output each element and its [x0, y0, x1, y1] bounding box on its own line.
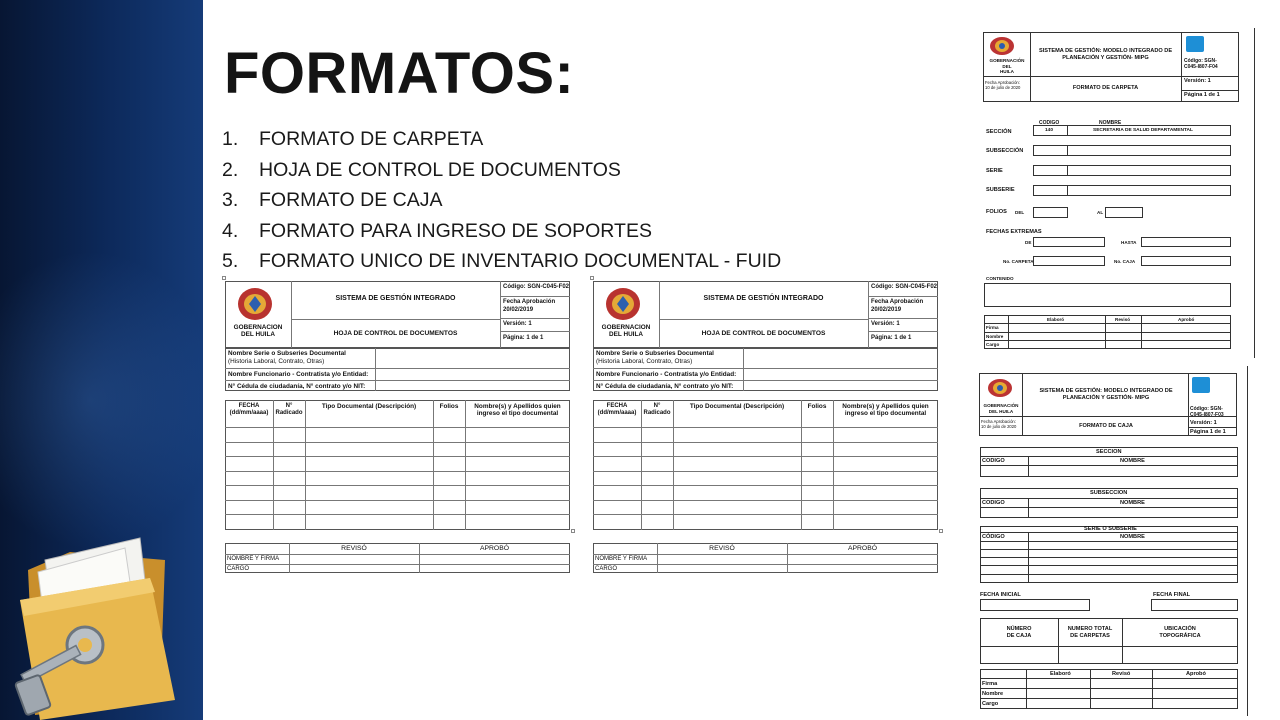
nombre-row-label: Nombre [986, 334, 1004, 339]
folios-al-label: AL [1097, 210, 1104, 215]
column-fecha: FECHA (dd/mm/aaaa) [597, 403, 637, 416]
de-label: DE [1025, 240, 1032, 245]
panel-glow [0, 250, 203, 550]
form-name: FORMATO DE CARPETA [1072, 85, 1139, 91]
gov-label: GOBERNACIÓN DEL HUILA [989, 58, 1025, 74]
seccion-code: 140 [1045, 128, 1054, 133]
column-radicado: N° Radicado [275, 403, 303, 416]
control-form-left [225, 281, 575, 581]
form-code: Código: SGN- C045-I807-F03 [1190, 406, 1224, 418]
column-folios: Folios [439, 403, 459, 410]
fecha-inicial-label: FECHA INICIAL [980, 592, 1021, 598]
list-item [222, 246, 781, 277]
column-tipo-documental: Tipo Documental (Descripción) [689, 403, 785, 410]
field-serie-label: Nombre Serie o Subseries Documental [228, 350, 346, 357]
nombre-header: NOMBRE [1099, 120, 1122, 126]
fechas-extremas-label: FECHAS EXTREMAS [986, 229, 1042, 235]
serie-label: SERIE [986, 168, 1003, 174]
list-item [222, 185, 781, 216]
column-tipo-documental: Tipo Documental (Descripción) [321, 403, 417, 410]
reviso-header: Revisó [1115, 317, 1131, 322]
codigo-header: CODIGO [982, 500, 1005, 506]
seccion-name: SECRETARIA DE SALUD DEPARTAMENTAL [1093, 128, 1193, 133]
crest-icon [235, 286, 275, 322]
field-serie-label: Nombre Serie o Subseries Documental [596, 350, 714, 357]
nombre-header: NOMBRE [1120, 500, 1145, 506]
form-name: FORMATO DE CAJA [1079, 423, 1133, 429]
firma-row-label: Firma [982, 681, 998, 687]
caja-form [970, 366, 1250, 716]
column-folios: Folios [807, 403, 827, 410]
aprobo-header: APROBÓ [847, 545, 878, 552]
system-name: SISTEMA DE GESTIÓN: MODELO INTEGRADO DE PLANEACIÓN Y GESTIÓN- MIPG [1039, 388, 1173, 401]
nombre-row-label: Nombre [982, 691, 1004, 697]
approval-label: Fecha Aprobación [503, 299, 556, 305]
form-version: Versión: 1 [1190, 420, 1217, 426]
reviso-header: Revisó [1112, 671, 1131, 677]
list-item-number: 4. [222, 219, 239, 242]
gov-label: GOBERNACIÓN DEL HUILA [983, 403, 1019, 414]
list-item [222, 216, 781, 247]
system-name: SISTEMA DE GESTIÓN: MODELO INTEGRADO DE PLANEACIÓN Y GESTIÓN- MIPG [1038, 48, 1173, 61]
form-page: Página: 1 de 1 [503, 335, 544, 341]
serie-header: SERIE O SUBSERIE [1084, 526, 1137, 532]
elaboro-header: Elaboró [1050, 671, 1071, 677]
column-fecha: FECHA (dd/mm/aaaa) [229, 403, 269, 416]
approval-date: Fecha Aprobación: 10 de julio de 2020 [985, 80, 1021, 91]
nombre-firma-label: NOMBRE Y FIRMA [595, 556, 648, 562]
list-item-label: FORMATO DE CARPETA [259, 128, 484, 150]
cargo-row-label: Cargo [982, 701, 999, 707]
form-page: Página: 1 de 1 [871, 335, 912, 341]
form-page: Página 1 de 1 [1190, 429, 1226, 435]
aprobo-header: Aprobó [1178, 317, 1195, 322]
codigo-header: CODIGO [1039, 120, 1060, 126]
nombre-header: NOMBRE [1120, 458, 1145, 464]
codigo-header: CÓDIGO [982, 534, 1005, 540]
subserie-label: SUBSERIE [986, 187, 1015, 193]
aprobo-header: APROBÓ [479, 545, 510, 552]
firma-row-label: Firma [986, 325, 999, 330]
form-version: Versión: 1 [871, 321, 900, 327]
gov-label: GOBERNACION DEL HUILA [601, 324, 651, 339]
approval-date: 20/02/2019 [871, 307, 902, 313]
seccion-label: SECCIÓN [986, 129, 1012, 135]
field-cedula-label: N° Cédula de ciudadanía, N° contrato y/o NIT: [228, 383, 366, 390]
column-radicado: N° Radicado [643, 403, 671, 416]
elaboro-header: Elaboró [1047, 317, 1065, 322]
logo-badge-icon [1192, 377, 1210, 393]
form-version: Versión: 1 [1184, 78, 1211, 84]
list-item-label: FORMATO DE CAJA [259, 189, 443, 211]
approval-date: 20/02/2019 [503, 307, 534, 313]
list-item-label: FORMATO UNICO DE INVENTARIO DOCUMENTAL - FUID [259, 250, 782, 272]
field-funcionario-label: Nombre Funcionario - Contratista y/o Entidad: [228, 371, 369, 378]
numero-carpetas-header: NUMERO TOTAL DE CARPETAS [1067, 626, 1113, 639]
list-item-number: 3. [222, 189, 239, 211]
carpeta-form [975, 28, 1258, 358]
folios-label: FOLIOS [986, 209, 1007, 215]
column-nombres: Nombre(s) y Apellidos quien ingreso el tipo documental [842, 403, 929, 418]
fecha-final-label: FECHA FINAL [1153, 592, 1191, 598]
form-name: HOJA DE CONTROL DE DOCUMENTOS [701, 330, 826, 337]
system-name: SISTEMA DE GESTIÓN INTEGRADO [335, 295, 456, 302]
list-item-number: 1. [222, 128, 239, 150]
list-item-number: 2. [222, 158, 239, 181]
list-item [222, 155, 781, 186]
approval-date: Fecha Aprobación: 10 de julio de 2020 [981, 419, 1017, 430]
list-item [222, 124, 781, 155]
field-serie-hint: (Historia Laboral, Contrato, Otras) [228, 358, 325, 365]
page-title: FORMATOS: [224, 41, 575, 106]
cargo-row-label: Cargo [986, 342, 1000, 347]
list-item-number: 5. [222, 250, 239, 272]
hasta-label: HASTA [1121, 240, 1137, 245]
system-name: SISTEMA DE GESTIÓN INTEGRADO [703, 295, 824, 302]
no-caja-label: No. CAJA [1114, 259, 1136, 264]
list-item-label: HOJA DE CONTROL DE DOCUMENTOS [259, 158, 621, 181]
approval-label: Fecha Aprobación [871, 299, 924, 305]
control-form-right [593, 281, 943, 581]
reviso-header: REVISÓ [341, 545, 367, 552]
subseccion-header: SUBSECCION [1090, 490, 1128, 496]
crest-icon [603, 286, 643, 322]
nombre-header: NOMBRE [1120, 534, 1145, 540]
form-page: Página 1 de 1 [1184, 92, 1220, 98]
form-name: HOJA DE CONTROL DE DOCUMENTOS [333, 330, 458, 337]
field-cedula-label: N° Cédula de ciudadanía, N° contrato y/o NIT: [596, 383, 734, 390]
list-item-label: FORMATO PARA INGRESO DE SOPORTES [259, 219, 652, 242]
folder-key-icon [0, 530, 200, 720]
folios-del-label: DEL [1015, 210, 1025, 215]
seccion-header: SECCION [1096, 449, 1122, 455]
gov-label: GOBERNACION DEL HUILA [233, 324, 283, 339]
field-funcionario-label: Nombre Funcionario - Contratista y/o Entidad: [596, 371, 737, 378]
ubicacion-header: UBICACIÓN TOPOGRÁFICA [1159, 626, 1201, 639]
nombre-firma-label: NOMBRE Y FIRMA [227, 556, 280, 562]
crest-icon [989, 36, 1015, 56]
reviso-header: REVISÓ [709, 545, 735, 552]
aprobo-header: Aprobó [1186, 671, 1206, 677]
form-version: Versión: 1 [503, 321, 532, 327]
crest-icon [987, 378, 1013, 398]
cargo-label: CARGO [227, 566, 250, 572]
left-decorative-panel [0, 0, 203, 720]
logo-badge-icon [1186, 36, 1204, 52]
field-serie-hint: (Historia Laboral, Contrato, Otras) [596, 358, 693, 365]
contenido-label: CONTENIDO [986, 276, 1014, 281]
form-code: Código: SGN-C045-F02 [503, 284, 570, 290]
form-code: Código: SGN- C045-I807-F04 [1184, 58, 1218, 70]
subseccion-label: SUBSECCIÓN [986, 148, 1024, 154]
cargo-label: CARGO [595, 566, 618, 572]
numero-caja-header: NÚMERO DE CAJA [1006, 626, 1032, 639]
form-code: Código: SGN-C045-F02 [871, 284, 938, 290]
format-list [222, 124, 781, 277]
codigo-header: CODIGO [982, 458, 1005, 464]
no-carpeta-label: No. CARPETA [1003, 259, 1034, 264]
column-nombres: Nombre(s) y Apellidos quien ingreso el tipo documental [474, 403, 561, 418]
